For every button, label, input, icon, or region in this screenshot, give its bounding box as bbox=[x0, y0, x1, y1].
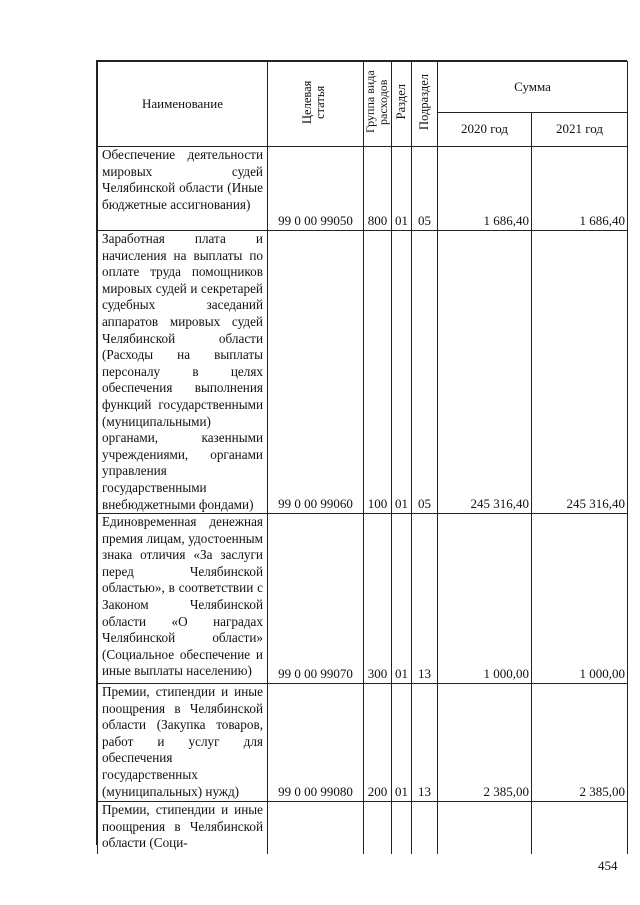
header-row-top bbox=[98, 62, 628, 113]
budget-table bbox=[97, 61, 628, 854]
row-sum-2021: 245 316,40 bbox=[532, 231, 628, 514]
page-number: 454 bbox=[598, 858, 618, 873]
row-section: 01 bbox=[392, 514, 412, 684]
row-section: 01 bbox=[392, 147, 412, 231]
row-section: 01 bbox=[392, 684, 412, 802]
row-target-article: 99 0 00 99050 bbox=[268, 147, 364, 231]
table-row bbox=[98, 147, 628, 231]
row-sum-2020: 245 316,40 bbox=[438, 231, 532, 514]
row-name: Единовременная денежная премия лицам, удостоенным знака отличия «За заслуги перед Челябинской областью», в соответствии с Законом Челябинской области «О наградах Челябинской области» (Социальное обеспечение и иные выплаты населению) bbox=[98, 514, 268, 684]
row-subsection: 05 bbox=[412, 147, 438, 231]
left-margin-mark bbox=[0, 103, 96, 104]
row-sum-2021: 2 385,00 bbox=[532, 684, 628, 802]
col-header-expense-group bbox=[364, 62, 392, 147]
subsection-label: Подраздел bbox=[417, 74, 431, 130]
row-subsection: 05 bbox=[412, 231, 438, 514]
col-header-year-2021: 2021 год bbox=[532, 112, 628, 146]
table-row bbox=[98, 684, 628, 802]
table-row bbox=[98, 514, 628, 684]
table-row bbox=[98, 231, 628, 514]
row-name: Премии, стипендии и иные поощрения в Челябинской области (Закупка товаров, работ и услуг для обеспечения государственных (муниципальных) нужд) bbox=[98, 684, 268, 802]
col-header-sum: Сумма bbox=[438, 62, 628, 113]
row-target-article bbox=[268, 802, 364, 854]
col-header-section bbox=[392, 62, 412, 147]
row-sum-2021: 1 000,00 bbox=[532, 514, 628, 684]
row-expense-group: 300 bbox=[364, 514, 392, 684]
row-name: Премии, стипендии и иные поощрения в Челябинской области (Соци- bbox=[98, 802, 268, 854]
row-expense-group: 100 bbox=[364, 231, 392, 514]
row-subsection bbox=[412, 802, 438, 854]
target-article-label: Целевая статья bbox=[299, 80, 327, 124]
col-header-year-2020: 2020 год bbox=[438, 112, 532, 146]
expense-group-label: Группа вида расходов bbox=[363, 70, 390, 134]
table-row bbox=[98, 802, 628, 854]
col-header-name: Наименование bbox=[98, 62, 268, 147]
row-target-article: 99 0 00 99080 bbox=[268, 684, 364, 802]
row-sum-2021: 1 686,40 bbox=[532, 147, 628, 231]
row-target-article: 99 0 00 99060 bbox=[268, 231, 364, 514]
row-sum-2020: 2 385,00 bbox=[438, 684, 532, 802]
row-expense-group: 200 bbox=[364, 684, 392, 802]
row-subsection: 13 bbox=[412, 684, 438, 802]
row-section bbox=[392, 802, 412, 854]
row-sum-2020: 1 686,40 bbox=[438, 147, 532, 231]
row-section: 01 bbox=[392, 231, 412, 514]
section-label: Раздел bbox=[394, 84, 408, 120]
row-target-article: 99 0 00 99070 bbox=[268, 514, 364, 684]
budget-table-sheet bbox=[96, 60, 627, 851]
col-header-target-article bbox=[268, 62, 364, 147]
row-sum-2020 bbox=[438, 802, 532, 854]
row-expense-group bbox=[364, 802, 392, 854]
row-name: Обеспечение деятельности мировых судей Челябинской области (Иные бюджетные ассигнования) bbox=[98, 147, 268, 231]
col-header-subsection bbox=[412, 62, 438, 147]
row-subsection: 13 bbox=[412, 514, 438, 684]
row-sum-2020: 1 000,00 bbox=[438, 514, 532, 684]
row-name: Заработная плата и начисления на выплаты по оплате труда помощников мировых судей и секретарей судебных заседаний аппаратов мировых судей Челябинской области (Расходы на выплаты персоналу в целях обеспечения выполнения функций государственными (муниципальными) органами, казенными учреждениями, органами управления государственными внебюджетными фондами) bbox=[98, 231, 268, 514]
row-expense-group: 800 bbox=[364, 147, 392, 231]
row-sum-2021 bbox=[532, 802, 628, 854]
